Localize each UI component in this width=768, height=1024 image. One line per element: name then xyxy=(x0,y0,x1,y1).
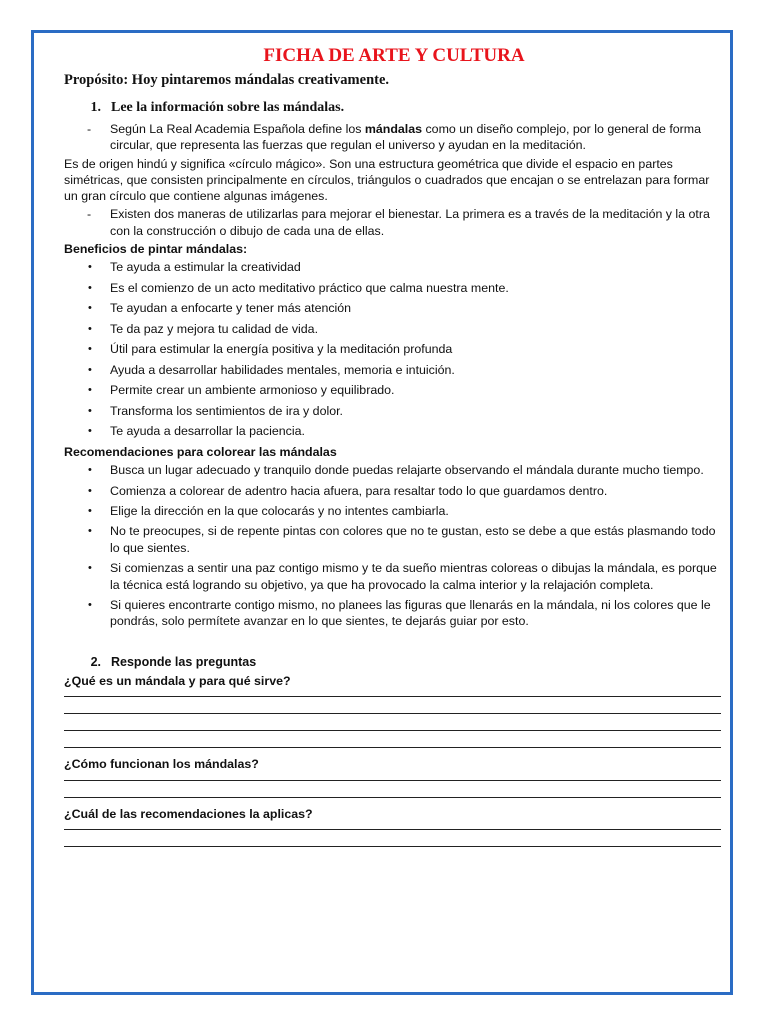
info-item-1 xyxy=(64,121,724,154)
recommendations-heading: Recomendaciones para colorear las mándalas xyxy=(64,444,337,459)
info-item-1-text-a: Según La Real Academia Española define los xyxy=(110,122,365,136)
list-item: • Te da paz y mejora tu calidad de vida. xyxy=(64,321,724,337)
bullet-icon: • xyxy=(88,322,92,335)
bullet-icon: • xyxy=(88,363,92,376)
answer-line[interactable] xyxy=(64,712,721,714)
answer-line[interactable] xyxy=(64,746,721,748)
purpose-line: Propósito: Hoy pintaremos mándalas creativamente. xyxy=(64,72,390,88)
answer-line[interactable] xyxy=(64,695,721,697)
benefits-list xyxy=(64,259,724,439)
list-item: • Si quieres encontrarte contigo mismo, no planees las figuras que llenarás en la mándala, ni los colores que le pondrás, solo permítete avanzar en lo que sientes, te dejarás guiar por esto. xyxy=(64,597,724,630)
list-item: • Transforma los sentimientos de ira y dolor. xyxy=(64,403,724,419)
list-item: • No te preocupes, si de repente pintas con colores que no te gustan, esto se debe a que estás plasmando todo lo que sientes. xyxy=(64,523,724,556)
answer-line[interactable] xyxy=(64,779,721,781)
info-paragraph: Es de origen hindú y significa «círculo mágico». Son una estructura geométrica que divide el espacio en partes simétricas, que consisten principalmente en círculos, triángulos o cuadrados que encajan o se entrelazan para formar un gran círculo que contiene algunas imágenes. xyxy=(64,156,710,204)
bullet-icon: • xyxy=(88,562,92,575)
answer-line[interactable] xyxy=(64,796,721,798)
bullet-icon: • xyxy=(88,404,92,417)
bullet-icon: • xyxy=(88,343,92,356)
benefits-heading: Beneficios de pintar mándalas: xyxy=(64,242,248,257)
list-item: • Útil para estimular la energía positiva y la meditación profunda xyxy=(64,341,724,357)
list-item: • Te ayudan a enfocarte y tener más atención xyxy=(64,300,724,316)
list-item: • Es el comienzo de un acto meditativo práctico que calma nuestra mente. xyxy=(64,280,724,296)
section-1-heading xyxy=(64,99,724,117)
list-item: • Te ayuda a desarrollar la paciencia. xyxy=(64,423,724,439)
section-2-heading xyxy=(64,654,724,670)
list-item: • Permite crear un ambiente armonioso y equilibrado. xyxy=(64,382,724,398)
question-2: ¿Cómo funcionan los mándalas? xyxy=(64,757,259,772)
answer-line[interactable] xyxy=(64,845,721,847)
bullet-icon: • xyxy=(88,484,92,497)
info-item-1-text-b: como un diseño complejo, por lo general de forma circular, que representa las fuerzas que regulan el universo y ayudan en la meditación. xyxy=(110,122,701,153)
list-item: • Busca un lugar adecuado y tranquilo donde puedas relajarte observando el mándala durante mucho tiempo. xyxy=(64,462,724,478)
bullet-icon: • xyxy=(88,505,92,517)
bullet-icon: • xyxy=(88,384,92,397)
list-item: • Si comienzas a sentir una paz contigo mismo y te da sueño mientras coloreas o dibujas la mándala, es porque la técnica está logrando su objetivo, ya que ha provocado la calma interior y la relajación completa. xyxy=(64,560,724,593)
bullet-icon: • xyxy=(88,261,92,274)
worksheet xyxy=(64,44,724,862)
question-3: ¿Cuál de las recomendaciones la aplicas? xyxy=(64,806,313,821)
bullet-icon: • xyxy=(88,281,92,294)
list-item: • Elige la dirección en la que colocarás y no intentes cambiarla. xyxy=(64,503,724,519)
list-item: • Te ayuda a estimular la creatividad xyxy=(64,259,724,275)
dash-marker: - xyxy=(87,122,92,136)
bullet-icon: • xyxy=(88,599,92,612)
list-item: • Ayuda a desarrollar habilidades mentales, memoria e intuición. xyxy=(64,362,724,378)
section-1-title: Lee la información sobre las mándalas. xyxy=(111,100,345,115)
section-2-title: Responde las preguntas xyxy=(111,654,257,669)
info-item-2-text: Existen dos maneras de utilizarlas para mejorar el bienestar. La primera es a través de la meditación y la otra con la construcción o dibujo de cada una de ellas. xyxy=(110,207,710,238)
bullet-icon: • xyxy=(88,302,92,315)
bullet-icon: • xyxy=(88,525,92,538)
info-item-2 xyxy=(64,206,724,239)
section-1-number: 1. xyxy=(90,100,101,115)
bullet-icon: • xyxy=(88,425,92,438)
section-2-number: 2. xyxy=(90,654,101,669)
bullet-icon: • xyxy=(88,464,92,477)
dash-marker: - xyxy=(87,207,92,222)
recommendations-list xyxy=(64,462,724,630)
list-item: • Comienza a colorear de adentro hacia afuera, para resaltar todo lo que guardamos dentro. xyxy=(64,483,724,499)
page-title: FICHA DE ARTE Y CULTURA xyxy=(263,45,525,66)
answer-line[interactable] xyxy=(64,828,721,830)
question-1: ¿Qué es un mándala y para qué sirve? xyxy=(64,673,291,688)
answer-line[interactable] xyxy=(64,729,721,731)
info-item-1-bold: mándalas xyxy=(364,122,423,136)
